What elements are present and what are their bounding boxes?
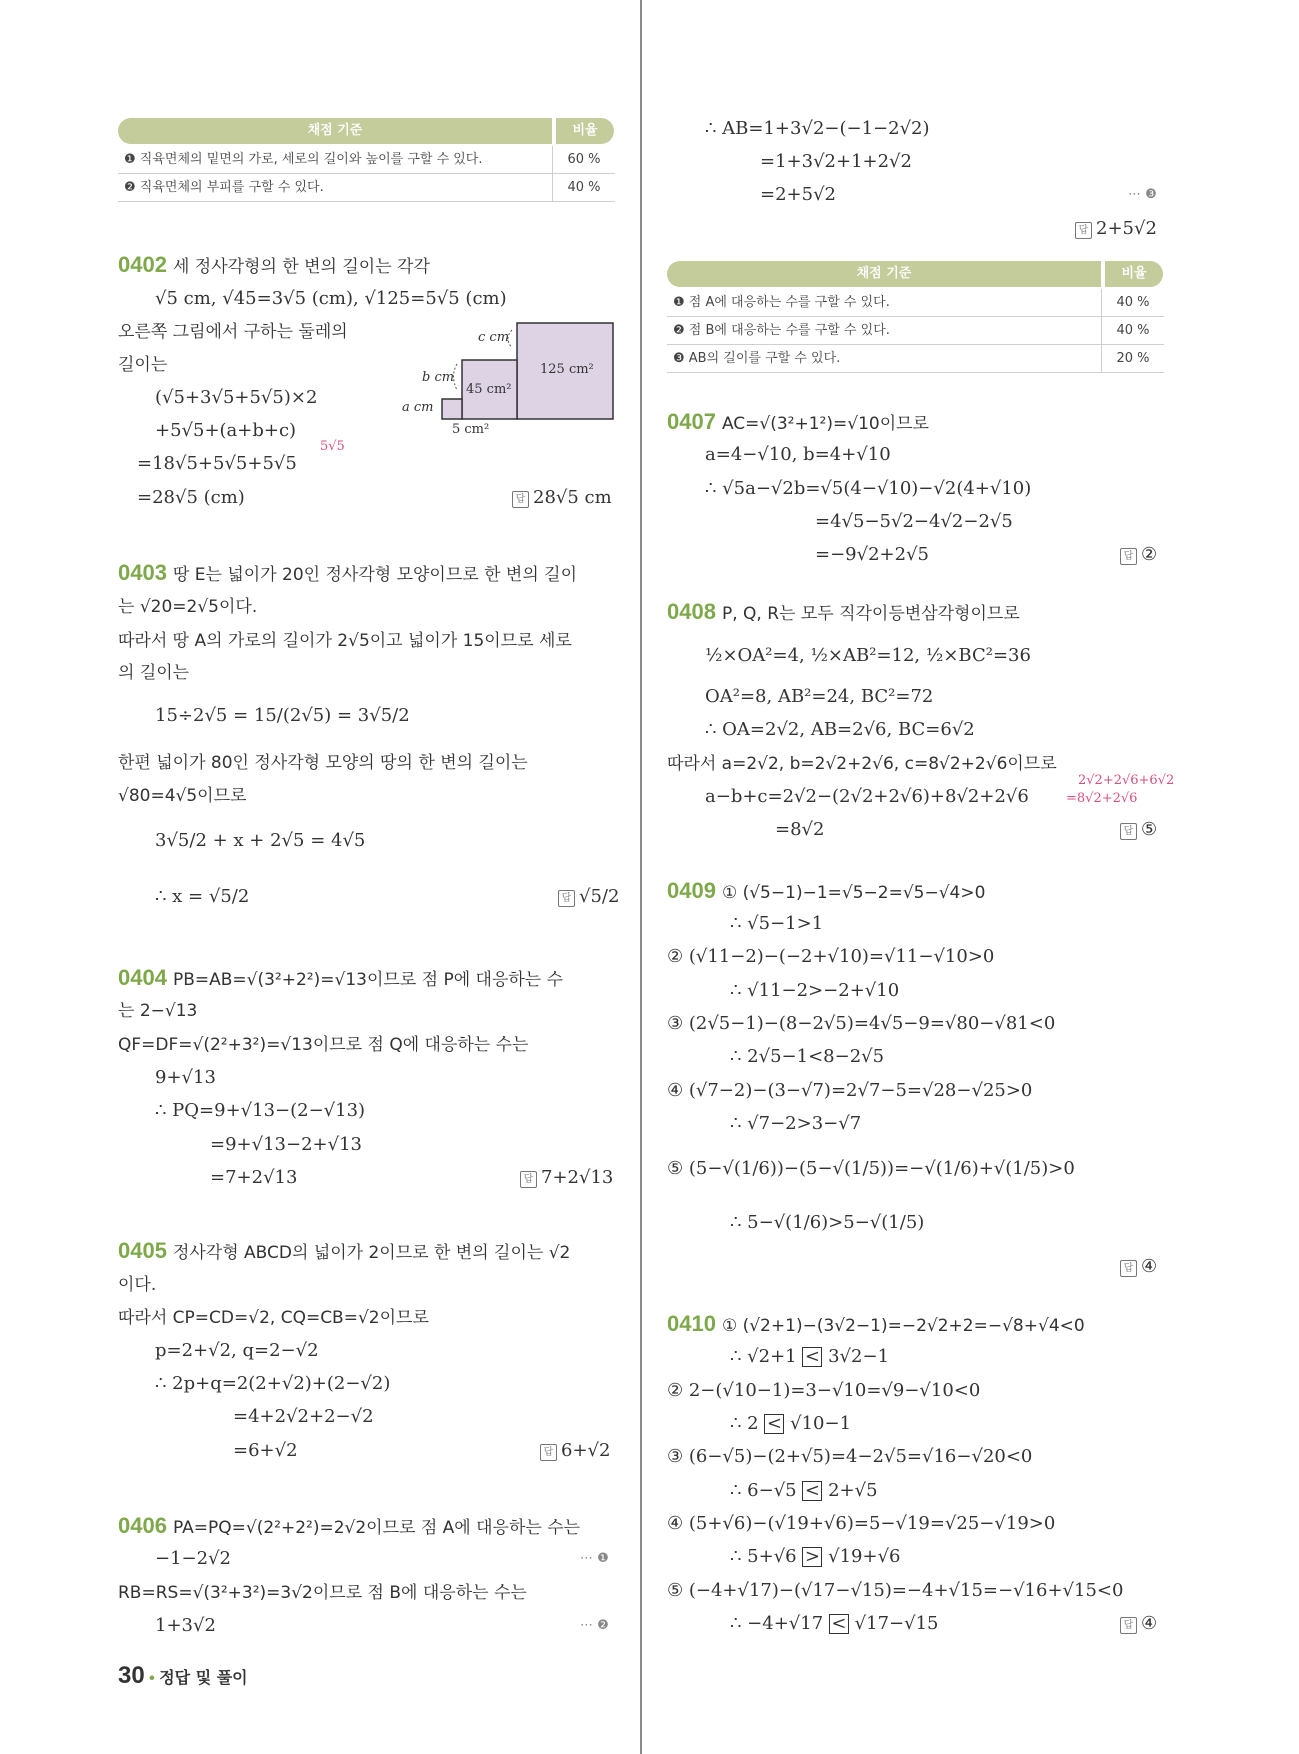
problem-0404-line: =7+2√13 (210, 1167, 298, 1188)
scoring-table-2 (667, 261, 1163, 373)
problem-0402-line: 길이는 (118, 355, 168, 375)
problem-0405-line: 0405 정사각형 ABCD의 넓이가 2이므로 한 변의 길이는 √2 (118, 1238, 571, 1263)
problem-0410-line: 0410 ① (√2+1)−(3√2−1)=−2√2+2=−√8+√4<0 (667, 1311, 1085, 1336)
annotation-note: 5√5 (320, 439, 345, 454)
answer: 답 √5/2 (558, 886, 619, 908)
problem-0410-line: ④ (5+√6)−(√19+√6)=5−√19=√25−√19>0 (667, 1513, 1056, 1534)
problem-0406-line: ∴ AB=1+3√2−(−1−2√2) (705, 118, 930, 139)
problem-0403-line: 3√5/2 + x + 2√5 = 4√5 (155, 830, 366, 851)
problem-0409-line: ∴ √7−2>3−√7 (730, 1113, 862, 1134)
comparison-box: < (802, 1481, 822, 1501)
answer: 답 28√5 cm (512, 487, 612, 509)
problem-0406-line: =2+5√2 (760, 184, 836, 205)
label-a: a cm (402, 400, 434, 415)
problem-0405-line: p=2+√2, q=2−√2 (155, 1340, 319, 1361)
problem-0402-line: 오른쪽 그림에서 구하는 둘레의 (118, 322, 348, 342)
problem-number: 0402 (118, 252, 167, 277)
answer-icon: 답 (1120, 823, 1137, 840)
problem-0408-line: =8√2 (775, 819, 825, 840)
problem-0402-line: (√5+3√5+5√5)×2 (155, 387, 318, 408)
problem-0402-line: √5 cm, √45=3√5 (cm), √125=5√5 (cm) (155, 288, 507, 309)
comparison-result: ∴ −4+√17 < √17−√15 (730, 1613, 939, 1634)
annotation-note: 2√2+2√6+6√2 (1078, 773, 1175, 788)
problem-0409-line: 0409 ① (√5−1)−1=√5−2=√5−√4>0 (667, 878, 986, 903)
problem-0407-line: =−9√2+2√5 (815, 544, 929, 565)
problem-0404-line: ∴ PQ=9+√13−(2−√13) (155, 1100, 366, 1121)
comparison-result: ∴ 6−√5 < 2+√5 (730, 1480, 878, 1501)
label-45: 45 cm² (466, 382, 512, 397)
footer-label: 정답 및 풀이 (159, 1668, 248, 1687)
answer-icon: 답 (1075, 222, 1092, 239)
problem-0409-line: ∴ √5−1>1 (730, 913, 824, 934)
problem-0403-line: 한편 넓이가 80인 정사각형 모양의 땅의 한 변의 길이는 (118, 753, 528, 773)
comparison-box: < (829, 1614, 849, 1634)
answer: 답 7+2√13 (520, 1167, 613, 1189)
table-ratio: 40 % (552, 174, 615, 202)
problem-0404-line: 0404 PB=AB=√(3²+2²)=√13이므로 점 P에 대응하는 수 (118, 965, 564, 990)
problem-0410-line: ③ (6−√5)−(2+√5)=4−2√5=√16−√20<0 (667, 1446, 1033, 1467)
problem-0404-line: 9+√13 (155, 1067, 216, 1088)
problem-0406-line: =1+3√2+1+2√2 (760, 151, 912, 172)
problem-0409-line: ③ (2√5−1)−(8−2√5)=4√5−9=√80−√81<0 (667, 1013, 1056, 1034)
answer-icon: 답 (1120, 1260, 1137, 1277)
problem-number: 0410 (667, 1311, 716, 1336)
answer: 답 ② (1120, 544, 1157, 566)
table-row: ❶ 점 A에 대응하는 수를 구할 수 있다. (667, 289, 1101, 317)
problem-0402-line: +5√5+(a+b+c) (155, 420, 297, 441)
table-header: 채점 기준 (118, 118, 552, 144)
problem-0402-line: 0402 세 정사각형의 한 변의 길이는 각각 (118, 252, 430, 277)
comparison-box: > (802, 1547, 822, 1567)
problem-0403-line: ∴ x = √5/2 (155, 886, 250, 907)
problem-0409-line: ⑤ (5−√(1/6))−(5−√(1/5))=−√(1/6)+√(1/5)>0 (667, 1158, 1075, 1179)
problem-0408-line: OA²=8, AB²=24, BC²=72 (705, 686, 934, 707)
label-b: b cm (422, 370, 455, 385)
problem-0406-line: RB=RS=√(3²+3²)=3√2이므로 점 B에 대응하는 수는 (118, 1583, 527, 1603)
problem-0404-line: =9+√13−2+√13 (210, 1134, 362, 1155)
table-ratio: 40 % (1101, 289, 1164, 317)
problem-0409-line: ④ (√7−2)−(3−√7)=2√7−5=√28−√25>0 (667, 1080, 1033, 1101)
label-c: c cm (478, 330, 510, 345)
problem-0404-line: QF=DF=√(2²+3²)=√13이므로 점 Q에 대응하는 수는 (118, 1035, 529, 1055)
problem-0403-line: √80=4√5이므로 (118, 786, 247, 806)
problem-0404-line: 는 2−√13 (118, 1001, 198, 1021)
problem-number: 0406 (118, 1513, 167, 1538)
comparison-result: ∴ √2+1 < 3√2−1 (730, 1346, 890, 1367)
problem-0410-line: ② 2−(√10−1)=3−√10=√9−√10<0 (667, 1380, 981, 1401)
problem-0407-line: =4√5−5√2−4√2−2√5 (815, 511, 1013, 532)
table-ratio-header: 비율 (556, 118, 614, 144)
problem-0409-line: ∴ 2√5−1<8−2√5 (730, 1046, 885, 1067)
problem-0403-line: 의 길이는 (118, 663, 190, 683)
comparison-result: ∴ 5+√6 > √19+√6 (730, 1546, 901, 1567)
step-marker: ⋯ ❶ (580, 1551, 609, 1566)
problem-0403-line: 15÷2√5 = 15/(2√5) = 3√5/2 (155, 705, 410, 726)
table-row: ❸ AB의 길이를 구할 수 있다. (667, 345, 1101, 373)
problem-0408-line: a−b+c=2√2−(2√2+2√6)+8√2+2√6 (705, 786, 1029, 807)
problem-0405-line: ∴ 2p+q=2(2+√2)+(2−√2) (155, 1373, 391, 1394)
problem-0406-line: −1−2√2 (155, 1548, 231, 1569)
answer: 답 2+5√2 (1075, 218, 1157, 240)
scoring-table-1 (118, 118, 614, 208)
answer-icon: 답 (1120, 548, 1137, 565)
problem-number: 0408 (667, 599, 716, 624)
problem-0402-line: =28√5 (cm) (137, 487, 245, 508)
problem-0406-line: 1+3√2 (155, 1615, 216, 1636)
problem-number: 0409 (667, 878, 716, 903)
problem-0408-line: 따라서 a=2√2, b=2√2+2√6, c=8√2+2√6이므로 (667, 754, 1057, 774)
problem-0409-line: ② (√11−2)−(−2+√10)=√11−√10>0 (667, 946, 995, 967)
table-header: 채점 기준 (667, 261, 1101, 287)
problem-0407-line: ∴ √5a−√2b=√5(4−√10)−√2(4+√10) (705, 478, 1032, 499)
table-row: ❷ 점 B에 대응하는 수를 구할 수 있다. (667, 317, 1101, 345)
problem-0407-line: a=4−√10, b=4+√10 (705, 444, 891, 465)
table-row: ❶ 직육면체의 밑면의 가로, 세로의 길이와 높이를 구할 수 있다. (118, 146, 552, 174)
problem-0408-line: ½×OA²=4, ½×AB²=12, ½×BC²=36 (705, 645, 1031, 666)
problem-0405-line: =6+√2 (233, 1440, 298, 1461)
problem-number: 0407 (667, 409, 716, 434)
step-marker: ⋯ ❸ (1128, 187, 1157, 202)
problem-0407-line: 0407 AC=√(3²+1²)=√10이므로 (667, 409, 929, 434)
problem-number: 0405 (118, 1238, 167, 1263)
squares-figure (400, 318, 620, 437)
answer-icon: 답 (558, 890, 575, 907)
table-ratio: 20 % (1101, 345, 1164, 373)
answer-icon: 답 (520, 1171, 537, 1188)
answer: 답 ⑤ (1120, 819, 1157, 841)
comparison-result: ∴ 2 < √10−1 (730, 1413, 852, 1434)
page-footer: 30 • 정답 및 풀이 (118, 1662, 248, 1689)
table-ratio: 60 % (552, 146, 615, 174)
problem-0405-line: =4+2√2+2−√2 (233, 1406, 374, 1427)
problem-0408-line: ∴ OA=2√2, AB=2√6, BC=6√2 (705, 719, 975, 740)
problem-0409-line: ∴ √11−2>−2+√10 (730, 980, 900, 1001)
annotation-note: =8√2+2√6 (1066, 791, 1138, 806)
problem-0405-line: 이다. (118, 1275, 157, 1295)
problem-0403-line: 는 √20=2√5이다. (118, 597, 258, 617)
problem-number: 0403 (118, 560, 167, 585)
page-number: 30 (118, 1662, 145, 1689)
table-ratio-header: 비율 (1105, 261, 1163, 287)
problem-0402-line: =18√5+5√5+5√5 (137, 453, 297, 474)
problem-number: 0404 (118, 965, 167, 990)
comparison-box: < (802, 1347, 822, 1367)
problem-0410-line: ⑤ (−4+√17)−(√17−√15)=−4+√15=−√16+√15<0 (667, 1580, 1124, 1601)
table-row: ❷ 직육면체의 부피를 구할 수 있다. (118, 174, 552, 202)
problem-0403-line: 따라서 땅 A의 가로의 길이가 2√5이고 넓이가 15이므로 세로 (118, 631, 572, 651)
table-ratio: 40 % (1101, 317, 1164, 345)
answer-icon: 답 (540, 1444, 557, 1461)
label-125: 125 cm² (540, 362, 594, 377)
answer-icon: 답 (512, 491, 529, 508)
answer: 답 6+√2 (540, 1440, 610, 1462)
column-divider (640, 0, 642, 1754)
problem-0405-line: 따라서 CP=CD=√2, CQ=CB=√2이므로 (118, 1308, 429, 1328)
label-5: 5 cm² (452, 422, 490, 437)
problem-0406-line: 0406 PA=PQ=√(2²+2²)=2√2이므로 점 A에 대응하는 수는 (118, 1513, 581, 1538)
problem-0403-line: 0403 땅 E는 넓이가 20인 정사각형 모양이므로 한 변의 길이 (118, 560, 577, 585)
problem-0408-line: 0408 P, Q, R는 모두 직각이등변삼각형이므로 (667, 599, 1020, 624)
step-marker: ⋯ ❷ (580, 1618, 609, 1633)
problem-0409-line: ∴ 5−√(1/6)>5−√(1/5) (730, 1212, 925, 1233)
answer: 답 ④ (1120, 1613, 1157, 1635)
answer-icon: 답 (1120, 1617, 1137, 1634)
answer: 답 ④ (1120, 1256, 1157, 1278)
comparison-box: < (764, 1414, 784, 1434)
